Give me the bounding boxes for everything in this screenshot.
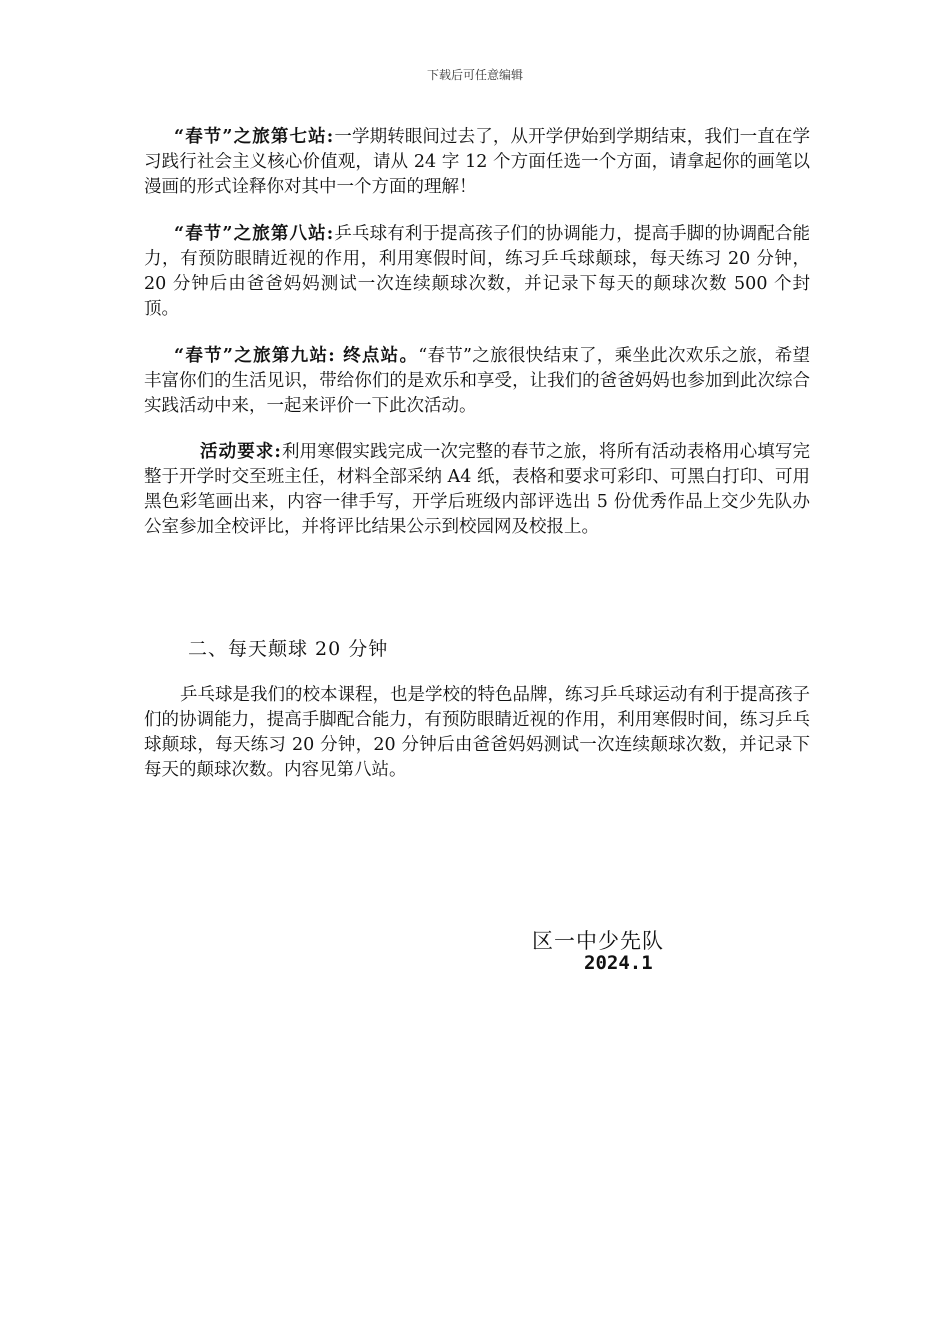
station-9-paragraph: [144, 344, 810, 419]
station-9-lead: “春节”之旅第九站: 终点站。: [174, 346, 419, 366]
station-7-paragraph: [144, 125, 810, 200]
station-7-body: 一学期转眼间过去了，从开学伊始到学期结束，我们一直在学习践行社会主义核心价值观，请从 24 字 12 个方面任选一个方面，请拿起你的画笔以漫画的形式诠释你对其中一个方面的理解！: [144, 127, 811, 197]
station-7-lead: “春节”之旅第七站:: [174, 127, 335, 147]
section-2-paragraph: 乒乓球是我们的校本课程，也是学校的特色品牌，练习乒乓球运动有利于提高孩子们的协调能力，提高手脚配合能力，有预防眼睛近视的作用，利用寒假时间，练习乒乓球颠球，每天练习 20 分钟，20 分钟后由爸爸妈妈测试一次连续颠球次数，并记录下每天的颠球次数。内容见第八站。: [144, 685, 810, 780]
station-9-body: “春节”之旅很快结束了，乘坐此次欢乐之旅，希望丰富你们的生活见识，带给你们的是欢乐和享受，让我们的爸爸妈妈也参加到此次综合实践活动中来，一起来评价一下此次活动。: [144, 346, 810, 416]
station-8-lead: “春节”之旅第八站:: [174, 224, 335, 244]
activity-requirements-paragraph: [144, 440, 810, 540]
station-8-body: 乒乓球有利于提高孩子们的协调能力，提高手脚的协调配合能力，有预防眼睛近视的作用，利用寒假时间，练习乒乓球颠球，每天练习 20 分钟，20 分钟后由爸爸妈妈测试一次连续颠球次数，并记录下每天的颠球次数 500 个封顶。: [144, 224, 811, 319]
signature-organization: 区一中少先队: [532, 929, 664, 953]
activity-requirements-body: 利用寒假实践完成一次完整的春节之旅，将所有活动表格用心填写完整于开学时交至班主任，材料全部采纳 A4 纸，表格和要求可彩印、可黑白打印、可用黑色彩笔画出来，内容一律手写，开学后班级内部评选出 5 份优秀作品上交少先队办公室参加全校评比，并将评比结果公示到校园网及校报上。: [144, 442, 811, 537]
running-header: 下载后可任意编辑: [426, 68, 523, 82]
section-2-heading: 二、每天颠球 20 分钟: [188, 638, 389, 660]
activity-requirements-lead: 活动要求:: [200, 442, 282, 462]
station-8-paragraph: [144, 222, 810, 322]
signature-date: 2024.1: [584, 952, 653, 974]
